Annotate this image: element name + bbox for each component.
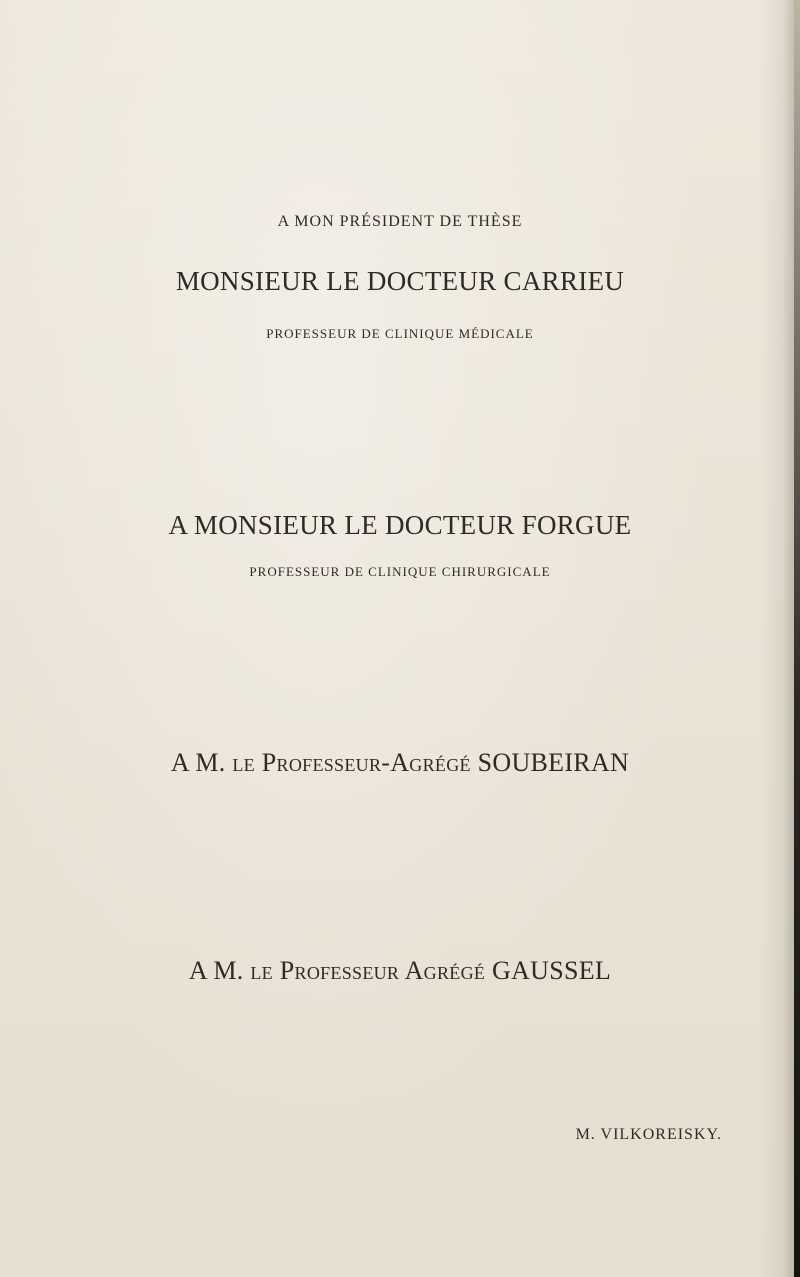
dedication-title-carrieu: PROFESSEUR DE CLINIQUE MÉDICALE	[266, 326, 534, 341]
author-signature: M. VILKOREISKY.	[575, 1126, 722, 1143]
dedication-title-forgue: PROFESSEUR DE CLINIQUE CHIRURGICALE	[249, 564, 551, 579]
dedication-name-forgue: A MONSIEUR LE DOCTEUR FORGUE	[168, 510, 632, 540]
dedication-rank: le Professeur-Agrégé	[232, 748, 471, 777]
dedication-prefix: A M.	[188, 956, 244, 985]
dedication-prefix: A M.	[170, 748, 226, 777]
dedication-intro-president: A MON PRÉSIDENT DE THÈSE	[277, 213, 523, 230]
dedication-soubeiran	[0, 748, 800, 778]
dedication-surname: SOUBEIRAN	[477, 748, 630, 777]
dedication-surname: GAUSSEL	[492, 956, 612, 985]
page-edge-dark	[794, 0, 800, 1277]
dedication-gaussel	[0, 956, 800, 986]
dedication-rank: le Professeur Agrégé	[250, 956, 486, 985]
dedication-name-carrieu: MONSIEUR LE DOCTEUR CARRIEU	[175, 266, 625, 296]
